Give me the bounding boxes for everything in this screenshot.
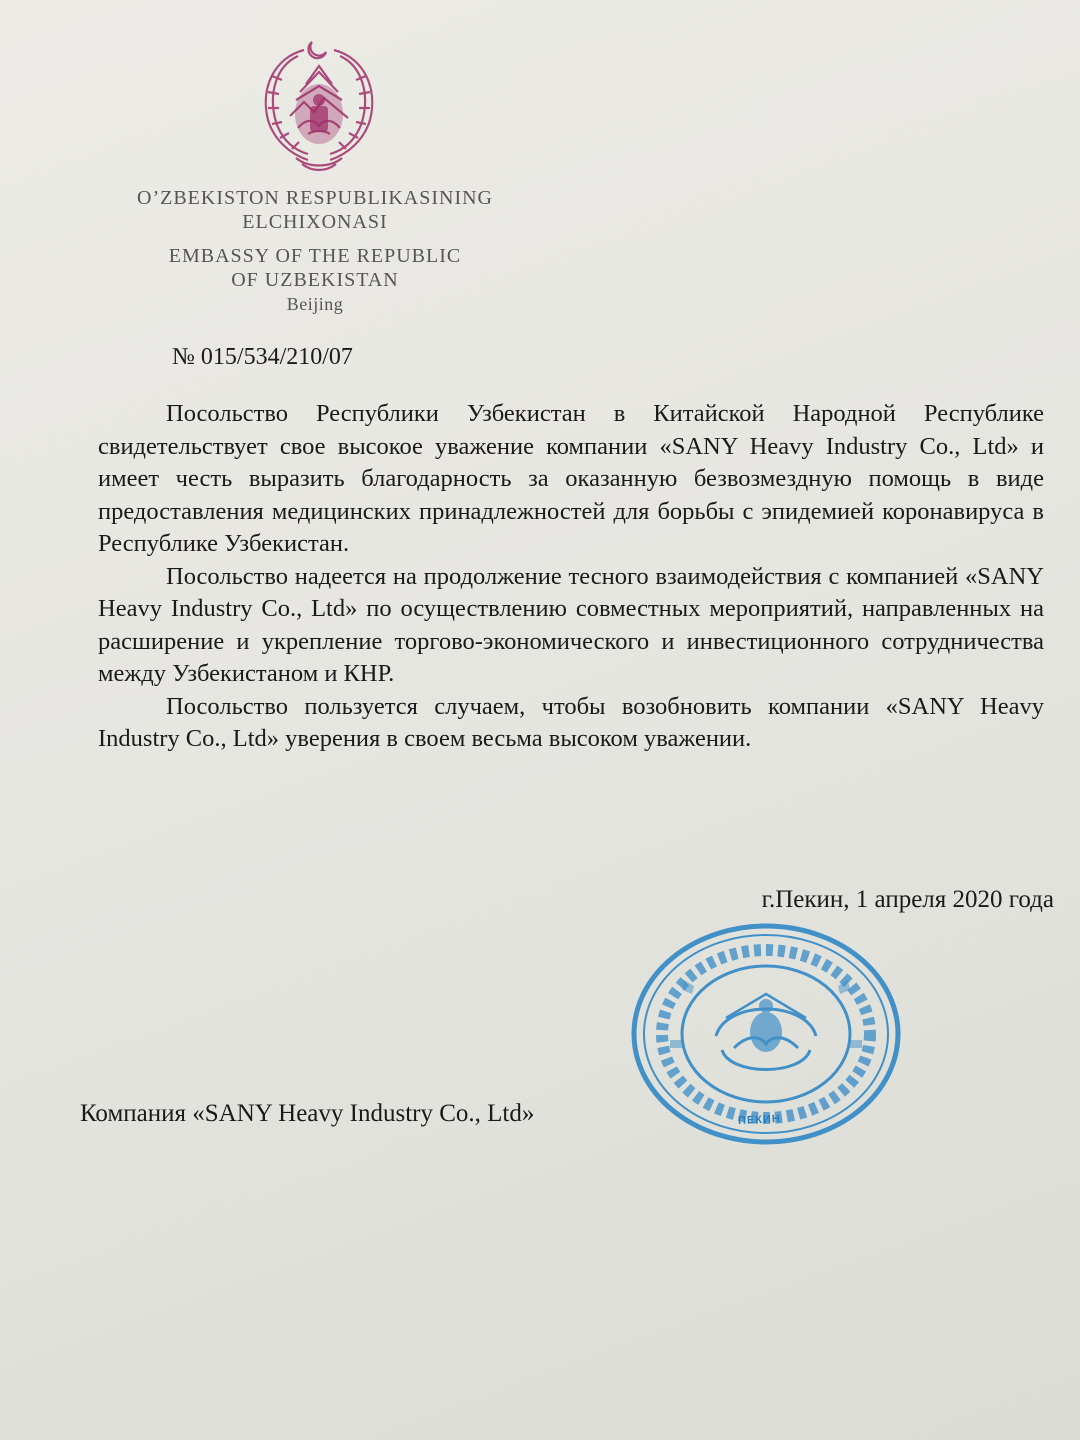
uzbekistan-state-emblem-icon bbox=[246, 36, 392, 176]
paragraph-3: Посольство пользуется случаем, чтобы возобновить компании «SANY Heavy Industry Co., Ltd» уверения в своем весьма высоком уважении. bbox=[98, 692, 1044, 752]
letterhead bbox=[100, 186, 530, 316]
addressee: Компания «SANY Heavy Industry Co., Ltd» bbox=[80, 1100, 535, 1127]
paragraph-1: Посольство Республики Узбекистан в Китайской Народной Республике свидетельствует свое высокое уважение компании «SANY Heavy Industry Co., Ltd» и имеет честь выразить благодарность за оказанную безвозмездную помощь в виде предоставления медицинских принадлежностей для борьбы с эпидемией коронавируса в Республике Узбекистан. bbox=[98, 400, 1044, 557]
date-line: г.Пекин, 1 апреля 2020 года bbox=[761, 886, 1054, 913]
paragraph-2: Посольство надеется на продолжение тесного взаимодействия с компанией «SANY Heavy Industry Co., Ltd» по осуществлению совместных мероприятий, направленных на расширение и укрепление торгово-экономического и инвестиционного сотрудничества между Узбекистаном и КНР. bbox=[98, 562, 1044, 687]
letterhead-en-line-2: OF UZBEKISTAN bbox=[231, 269, 399, 291]
letterhead-uz-line-1: O’ZBEKISTON RESPUBLIKASINING bbox=[137, 187, 493, 209]
document-number: № 015/534/210/07 bbox=[172, 344, 353, 370]
letterhead-city: Beijing bbox=[286, 294, 344, 314]
letterhead-en-line-1: EMBASSY OF THE REPUBLIC bbox=[168, 245, 462, 267]
letter-body bbox=[98, 398, 1044, 756]
stamp-city-text: ПЕКИН bbox=[737, 1112, 782, 1128]
letterhead-uz-line-2: ELCHIXONASI bbox=[242, 211, 388, 233]
